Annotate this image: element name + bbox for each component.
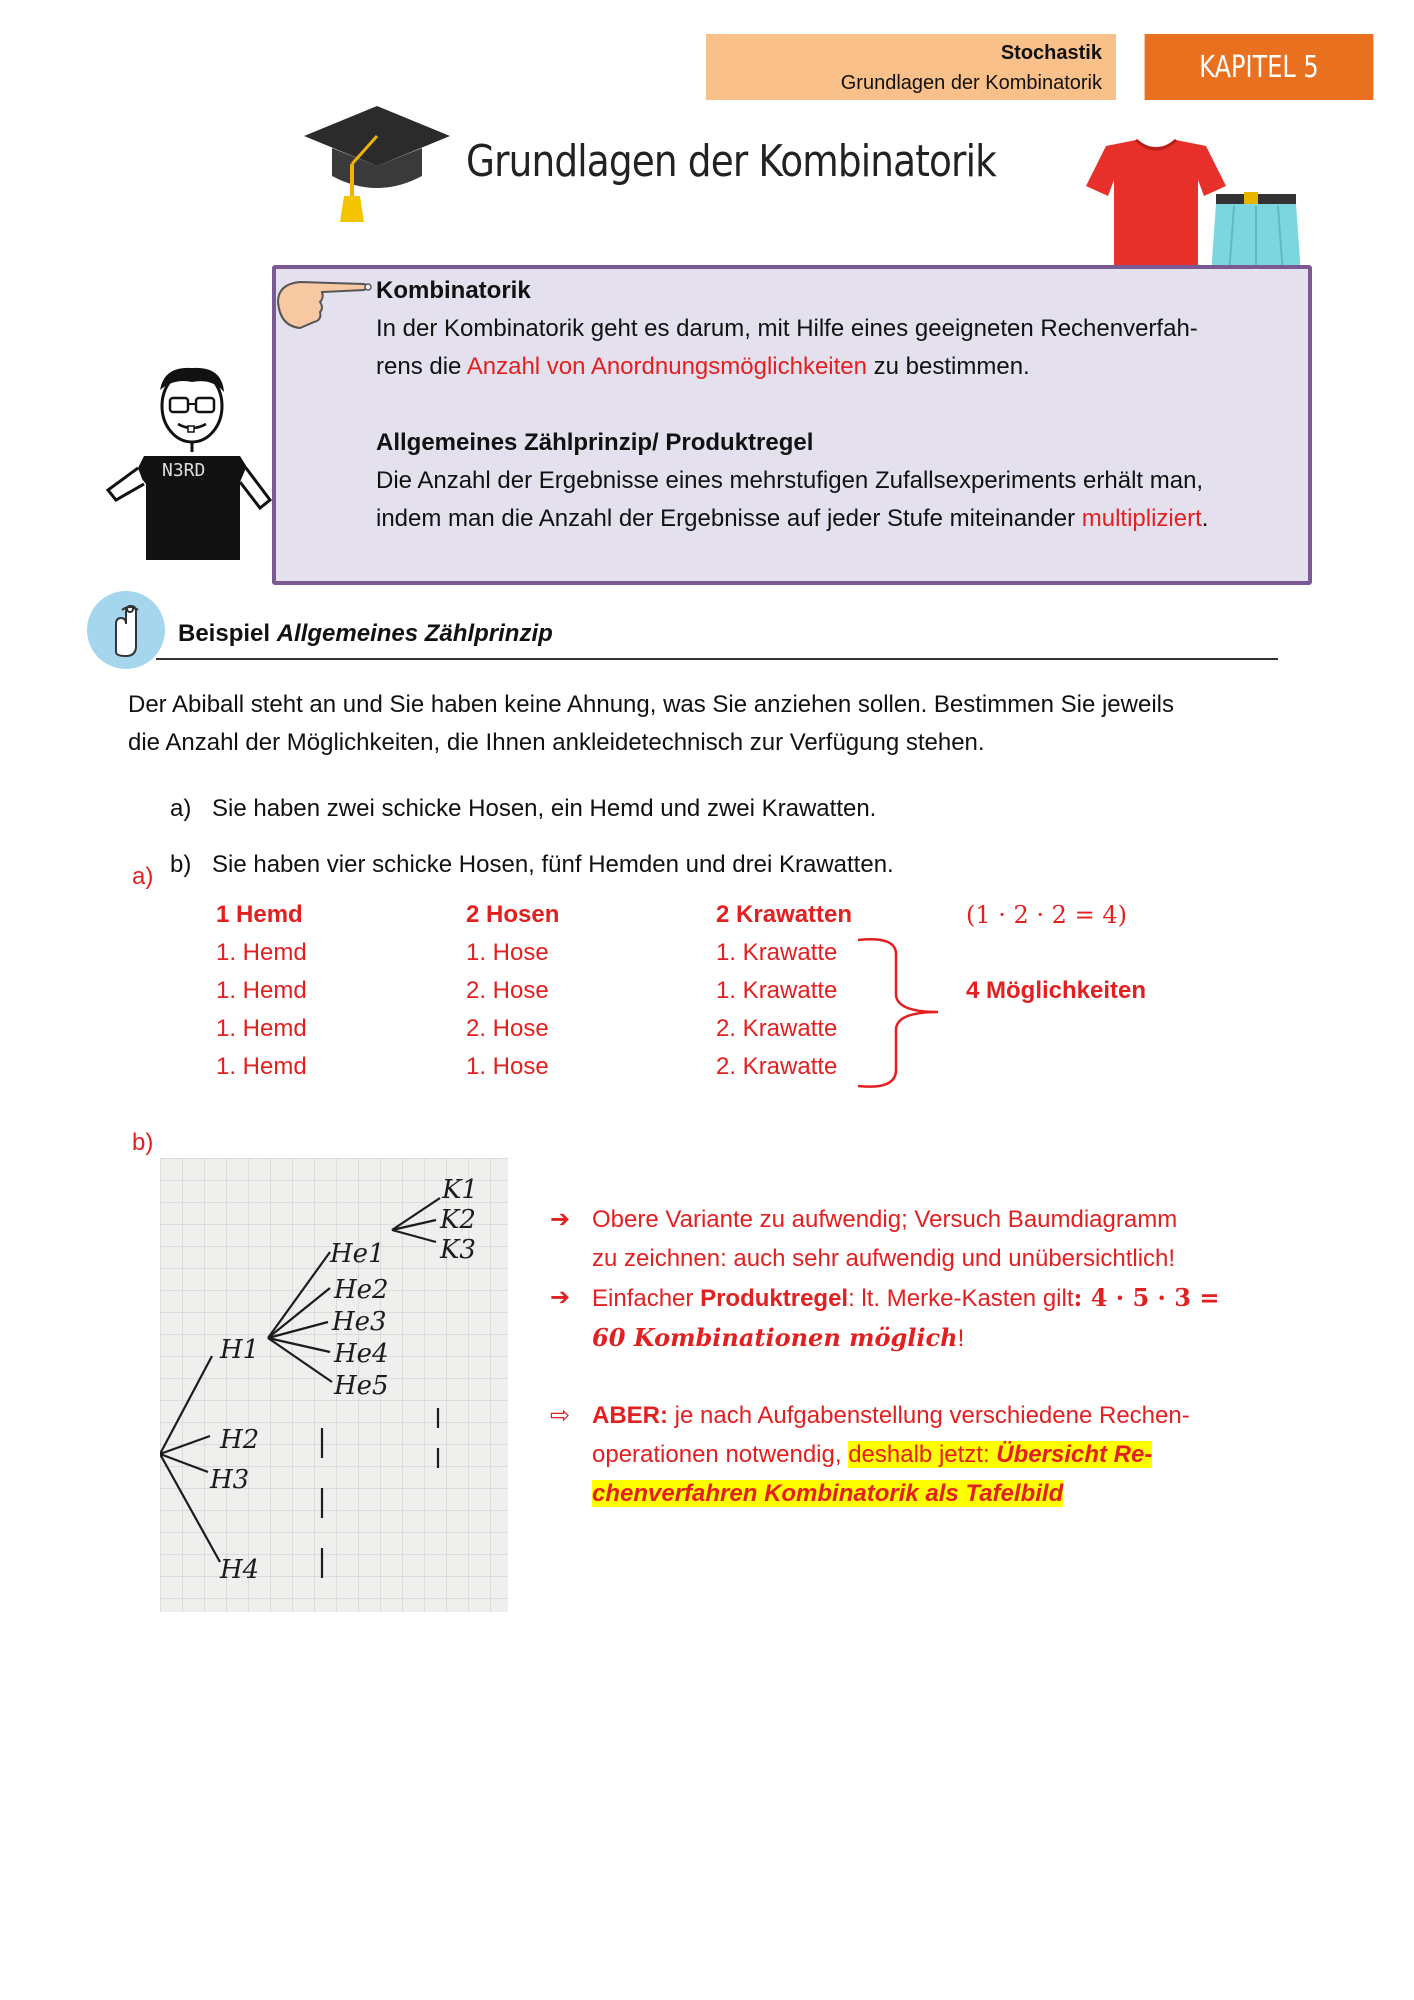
note-1: Obere Variante zu aufwendig; Versuch Baumdiagramm zu zeichnen: auch sehr aufwendig und unübersichtlich! (592, 1206, 1178, 1272)
merke-heading-kombinatorik: Kombinatorik (376, 277, 531, 304)
header-subject-block (706, 34, 1116, 100)
tree-label-h3: H3 (210, 1465, 250, 1495)
tafelbild-reference: chenverfahren Kombinatorik als Tafelbild (592, 1480, 1064, 1507)
nerd-character-icon (104, 360, 274, 566)
graduation-cap-icon (302, 104, 452, 224)
solution-a-marker: a) (132, 863, 154, 890)
example-intro: Der Abiball steht an und Sie haben keine Ahnung, was Sie anziehen sollen. Bestimmen Sie jeweils die Anzahl der Möglichkeiten, die Ihnen ankleidetechnisch zur Verfügung stehen. (128, 691, 1174, 756)
tree-label-he5: He5 (334, 1371, 389, 1401)
note-arrow-1-icon: ➔ (550, 1206, 571, 1233)
note-arrow-2-icon: ➔ (550, 1284, 571, 1311)
merke-line-1: In der Kombinatorik geht es darum, mit Hilfe eines geeigneten Rechenverfah- (376, 315, 1198, 342)
solution-a-column-hose: 2 Hosen 1. Hose 2. Hose 2. Hose 1. Hose (466, 901, 560, 1080)
tree-label-k2: K2 (440, 1205, 476, 1235)
tree-label-he4: He4 (334, 1339, 389, 1369)
merke-line-4: indem man die Anzahl der Ergebnisse auf jeder Stufe miteinander multipliziert. (376, 505, 1209, 532)
page-title: Grundlagen der Kombinatorik (466, 136, 996, 187)
merke-line-3: Die Anzahl der Ergebnisse eines mehrstufigen Zufallsexperiments erhält man, (376, 467, 1204, 494)
note-3: ABER: je nach Aufgabenstellung verschiedene Rechen- operationen notwendig, deshalb jetzt: Übersicht Re- chenverfahren Kombinatorik als Tafelbild (592, 1402, 1190, 1507)
example-divider (156, 658, 1278, 660)
tree-label-he3: He3 (332, 1307, 387, 1337)
tree-label-he2: He2 (334, 1275, 389, 1305)
tree-label-h2: H2 (220, 1425, 260, 1455)
chapter-badge: KAPITEL 5 (1145, 34, 1374, 100)
task-b-marker: b) (170, 851, 192, 878)
note-arrow-3-icon: ⇨ (550, 1402, 571, 1429)
solution-a-formula: (1 · 2 · 2 = 4) (966, 901, 1127, 929)
header-topic: Grundlagen der Kombinatorik (840, 72, 1102, 94)
tree-label-k1: K1 (442, 1175, 478, 1205)
solution-a-column-krawatte: 2 Krawatten 1. Krawatte 1. Krawatte 2. Krawatte 2. Krawatte (716, 901, 853, 1080)
tree-label-he1: He1 (330, 1239, 385, 1269)
tree-label-h1: H1 (220, 1335, 260, 1365)
tree-diagram-photo (160, 1158, 508, 1612)
task-a-marker: a) (170, 795, 192, 822)
nerd-shirt-text: N3RD (162, 460, 206, 481)
highlight-multipliziert: multipliziert (1081, 505, 1202, 532)
solution-a-column-hemd: 1 Hemd 1. Hemd 1. Hemd 1. Hemd 1. Hemd (216, 901, 307, 1080)
note-2: Einfacher Produktregel: lt. Merke-Kasten gilt: 4 · 5 · 3 = 60 Kombinationen möglich! (592, 1283, 1220, 1352)
header-subject: Stochastik (1000, 42, 1102, 64)
highlight-anordnungsmoeglichkeiten: Anzahl von Anordnungsmöglichkeiten (466, 353, 867, 380)
example-heading: Beispiel Allgemeines Zählprinzip (178, 620, 553, 647)
task-a-text: Sie haben zwei schicke Hosen, ein Hemd und zwei Krawatten. (212, 795, 877, 822)
pointing-hand-icon (274, 272, 374, 334)
solution-b-marker: b) (132, 1129, 154, 1156)
tree-label-k3: K3 (440, 1235, 476, 1265)
solution-a-result: 4 Möglichkeiten (966, 977, 1147, 1004)
tree-label-h4: H4 (220, 1555, 260, 1585)
merke-heading-produktregel: Allgemeines Zählprinzip/ Produktregel (376, 429, 814, 456)
brace-icon (856, 934, 946, 1092)
merke-line-2: rens die Anzahl von Anordnungsmöglichkeiten zu bestimmen. (376, 353, 1030, 380)
finger-reminder-icon (86, 590, 166, 670)
task-b-text: Sie haben vier schicke Hosen, fünf Hemden und drei Krawatten. (212, 851, 894, 878)
merke-content (376, 272, 1296, 538)
